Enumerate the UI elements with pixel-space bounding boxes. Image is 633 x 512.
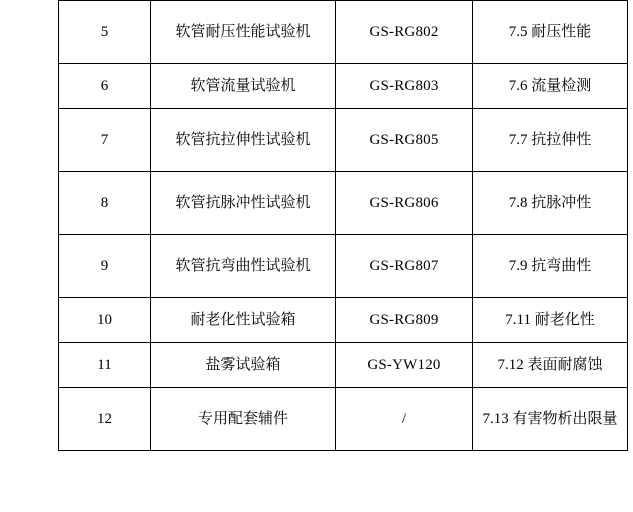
cell-serial-number: 6 xyxy=(59,64,151,109)
cell-clause: 7.8 抗脉冲性 xyxy=(473,172,628,235)
cell-equipment-name: 软管抗弯曲性试验机 xyxy=(151,235,336,298)
cell-model: GS-RG806 xyxy=(336,172,473,235)
table-row xyxy=(59,172,628,235)
cell-model: GS-RG809 xyxy=(336,298,473,343)
table-body xyxy=(59,1,628,451)
cell-equipment-name: 软管流量试验机 xyxy=(151,64,336,109)
cell-serial-number: 5 xyxy=(59,1,151,64)
cell-serial-number: 10 xyxy=(59,298,151,343)
cell-model: GS-RG802 xyxy=(336,1,473,64)
table-row xyxy=(59,64,628,109)
cell-model: GS-RG805 xyxy=(336,109,473,172)
equipment-list-table xyxy=(58,0,628,451)
cell-equipment-name: 专用配套辅件 xyxy=(151,388,336,451)
cell-clause: 7.11 耐老化性 xyxy=(473,298,628,343)
cell-serial-number: 12 xyxy=(59,388,151,451)
cell-serial-number: 11 xyxy=(59,343,151,388)
table-row xyxy=(59,298,628,343)
cell-clause: 7.7 抗拉伸性 xyxy=(473,109,628,172)
cell-equipment-name: 盐雾试验箱 xyxy=(151,343,336,388)
cell-serial-number: 7 xyxy=(59,109,151,172)
cell-clause: 7.5 耐压性能 xyxy=(473,1,628,64)
cell-clause: 7.6 流量检测 xyxy=(473,64,628,109)
table-row xyxy=(59,1,628,64)
cell-model: GS-RG807 xyxy=(336,235,473,298)
cell-serial-number: 8 xyxy=(59,172,151,235)
table-row xyxy=(59,343,628,388)
cell-equipment-name: 软管耐压性能试验机 xyxy=(151,1,336,64)
cell-model: GS-YW120 xyxy=(336,343,473,388)
cell-equipment-name: 耐老化性试验箱 xyxy=(151,298,336,343)
cell-serial-number: 9 xyxy=(59,235,151,298)
cell-clause: 7.9 抗弯曲性 xyxy=(473,235,628,298)
table-row xyxy=(59,109,628,172)
cell-clause: 7.13 有害物析出限量 xyxy=(473,388,628,451)
cell-model: GS-RG803 xyxy=(336,64,473,109)
cell-equipment-name: 软管抗脉冲性试验机 xyxy=(151,172,336,235)
cell-model: / xyxy=(336,388,473,451)
table-row xyxy=(59,235,628,298)
cell-equipment-name: 软管抗拉伸性试验机 xyxy=(151,109,336,172)
table-row xyxy=(59,388,628,451)
cell-clause: 7.12 表面耐腐蚀 xyxy=(473,343,628,388)
